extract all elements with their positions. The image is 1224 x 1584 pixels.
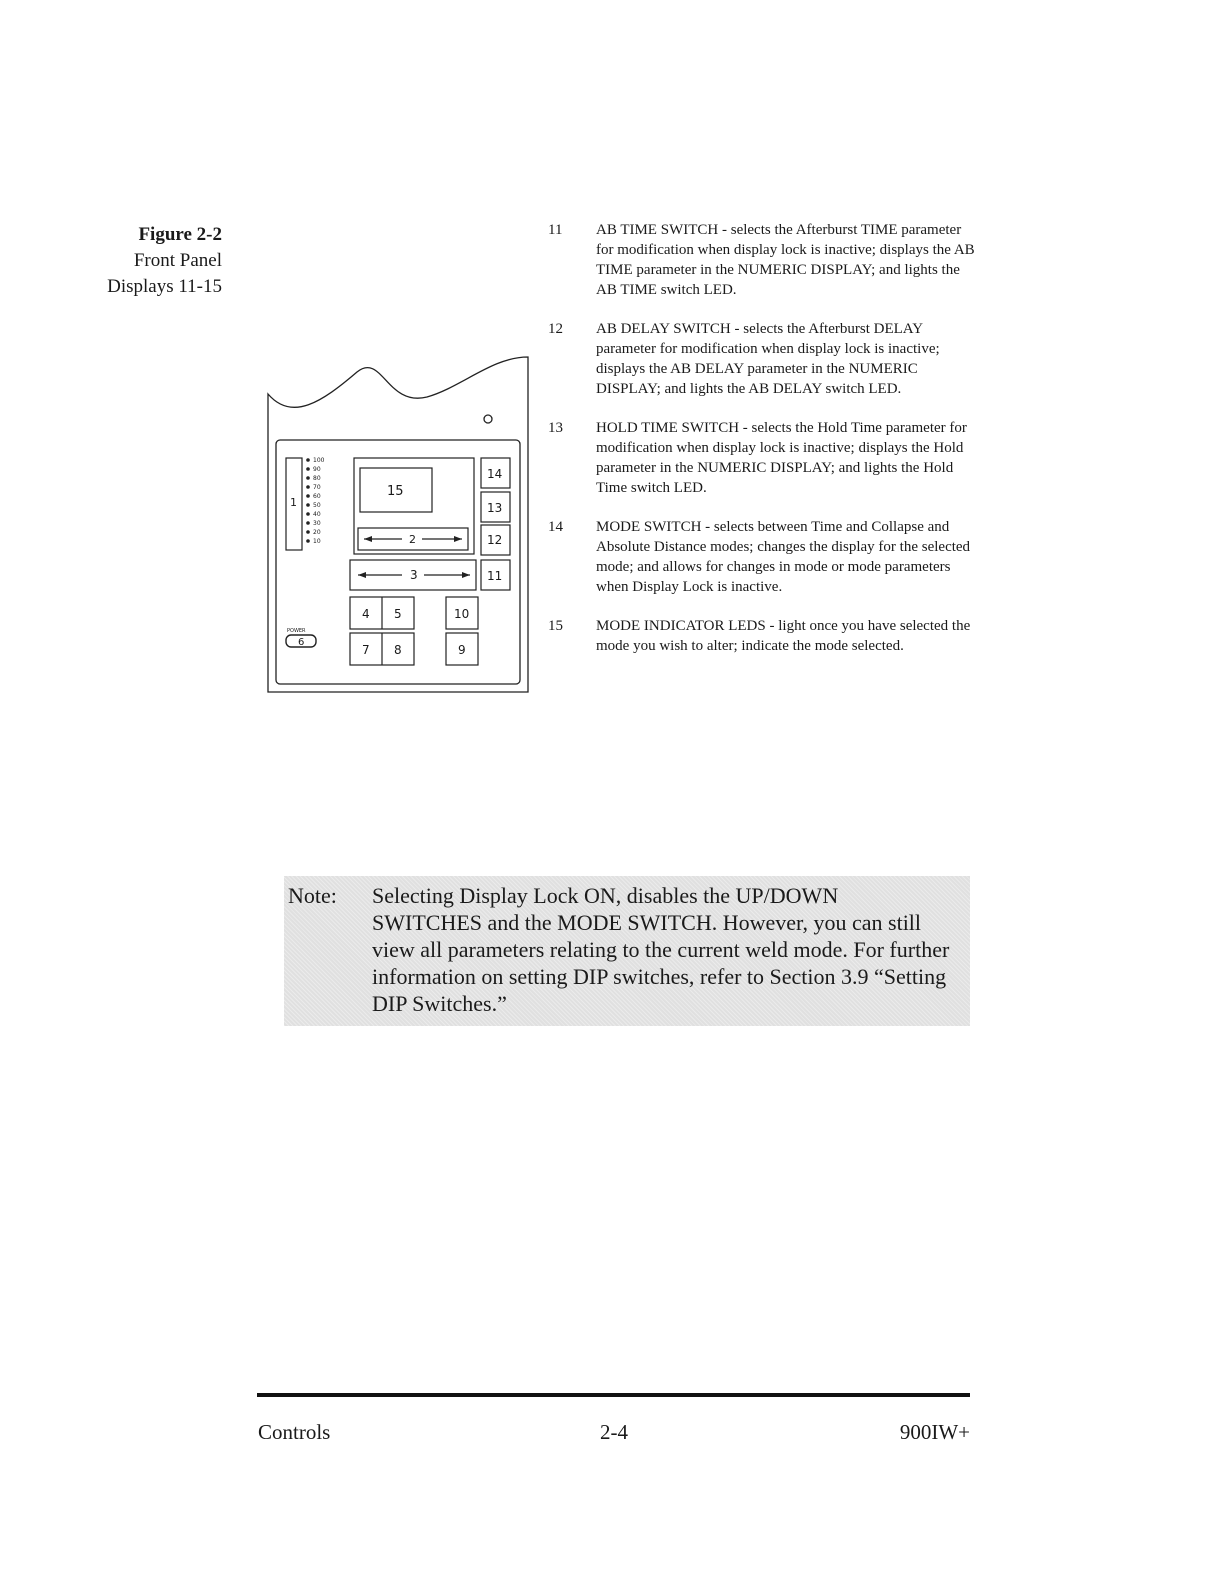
figure-title: Figure 2-2 — [138, 224, 222, 245]
item-number: 13 — [548, 420, 563, 436]
scale-label: 40 — [313, 511, 321, 518]
scale-label: 100 — [313, 457, 325, 464]
label-2: 2 — [409, 533, 416, 546]
list-item — [540, 319, 980, 399]
label-5: 5 — [394, 607, 402, 621]
label-7: 7 — [362, 643, 370, 657]
label-9: 9 — [458, 643, 466, 657]
list-item — [540, 220, 980, 300]
label-6: 6 — [298, 637, 305, 648]
note-label: Note: — [288, 883, 337, 908]
list-item — [540, 616, 980, 656]
label-12: 12 — [487, 533, 503, 547]
item-description: - selects the Afterburst DELAY parameter for modification when display lock is inactive; displays the AB DELAY parameter in the NUMERIC DISPLAY; and lights the AB DELAY switch LED. — [596, 321, 940, 397]
label-3: 3 — [410, 568, 418, 582]
item-name: MODE SWITCH — [596, 519, 702, 535]
figure-subtitle: Front Panel — [133, 250, 222, 271]
footer-product: 900IW+ — [899, 1420, 970, 1444]
scale-label: 60 — [313, 493, 321, 500]
scale-label: 80 — [313, 475, 321, 482]
item-name: MODE INDICATOR LEDS — [596, 618, 766, 634]
scale-label: 70 — [313, 484, 321, 491]
page-number: 2-4 — [600, 1420, 628, 1444]
item-list — [540, 220, 980, 675]
item-number: 12 — [548, 321, 563, 337]
label-15: 15 — [387, 484, 404, 499]
scale-leds — [306, 458, 310, 543]
item-description: - selects the Afterburst TIME parameter for modification when display lock is inactive; displays the AB TIME parameter in the NUMERIC DISPLAY; and lights the AB TIME switch LED. — [596, 222, 975, 298]
item-description: - selects the Hold Time parameter for modification when display lock is inactive; displays the Hold parameter in the NUMERIC DISPLAY; and lights the Hold Time switch LED. — [596, 420, 967, 496]
label-4: 4 — [362, 607, 370, 621]
item-body — [596, 220, 980, 300]
note-box — [284, 876, 970, 1026]
item-body — [596, 418, 980, 498]
item-number: 15 — [548, 618, 563, 634]
item-description: - light once you have selected the mode you wish to alter; indicate the mode selected. — [596, 618, 971, 654]
item-body — [596, 517, 980, 597]
item-name: AB TIME SWITCH — [596, 222, 719, 238]
scale-label: 20 — [313, 529, 321, 536]
item-body — [596, 319, 980, 399]
scale-label: 30 — [313, 520, 321, 527]
label-8: 8 — [394, 643, 402, 657]
scale-labels — [313, 457, 325, 545]
list-item — [540, 418, 980, 498]
footer-rule — [257, 1393, 970, 1397]
figure-caption — [60, 222, 222, 300]
list-item — [540, 517, 980, 597]
item-name: AB DELAY SWITCH — [596, 321, 731, 337]
scale-label: 50 — [313, 502, 321, 509]
item-number: 11 — [548, 222, 563, 238]
note-text: Selecting Display Lock ON, disables the UP/DOWN SWITCHES and the MODE SWITCH. However, you can still view all parameters relating to the current weld mode. For further information on setting DIP switches, refer to Section 3.9 “Setting DIP Switches.” — [372, 883, 950, 1016]
label-10: 10 — [454, 607, 470, 621]
figure-subtitle-2: Displays 11-15 — [107, 276, 222, 297]
label-14: 14 — [487, 467, 503, 481]
scale-label: 10 — [313, 538, 321, 545]
item-description: - selects between Time and Collapse and Absolute Distance modes; changes the display for the selected mode; and allows for changes in mode or mode parameters when Display Lock is inactive. — [596, 519, 971, 595]
front-panel-diagram — [262, 352, 534, 704]
item-number: 14 — [548, 519, 563, 535]
label-1: 1 — [290, 496, 297, 509]
item-name: HOLD TIME SWITCH — [596, 420, 740, 436]
scale-label: 90 — [313, 466, 321, 473]
label-11: 11 — [487, 569, 503, 583]
power-label: POWER — [287, 628, 306, 634]
footer-section: Controls — [258, 1420, 331, 1444]
item-body — [596, 616, 980, 656]
label-13: 13 — [487, 501, 503, 515]
